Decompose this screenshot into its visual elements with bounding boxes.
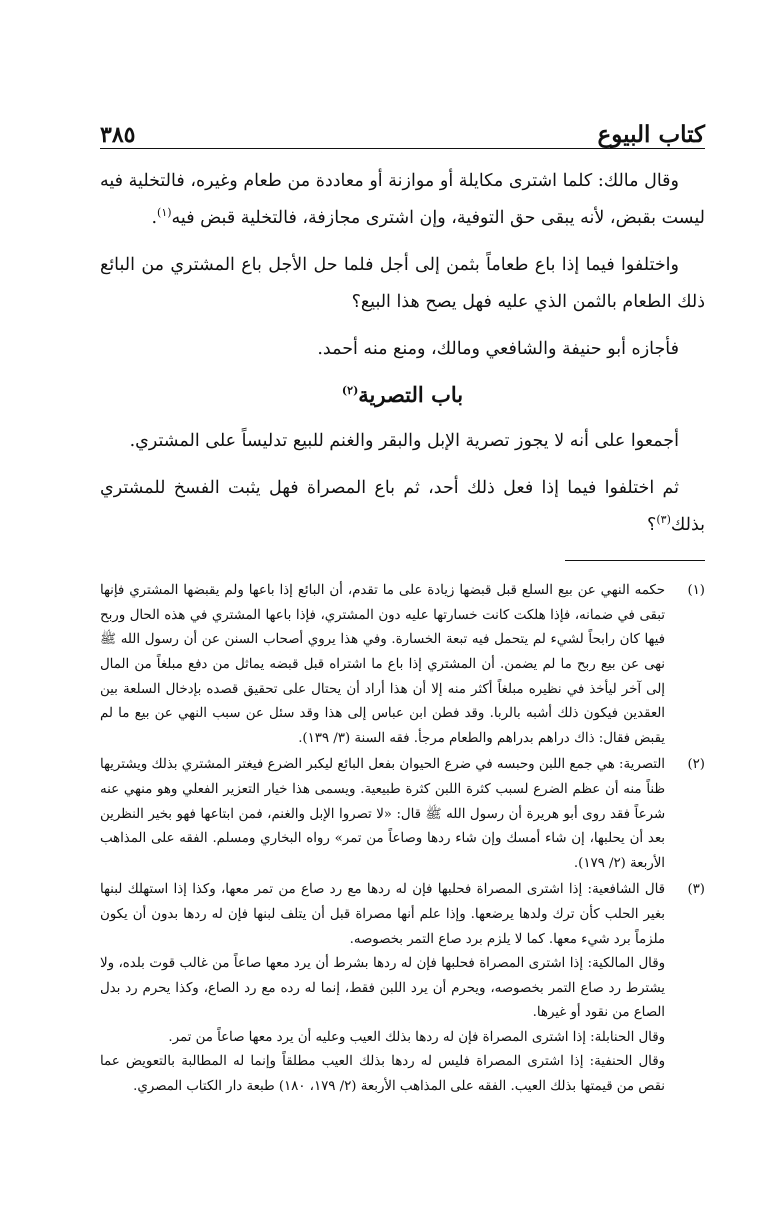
footnote-3 — [100, 878, 705, 1099]
footnote-text: حكمه النهي عن بيع السلع قبل قبضها زيادة على ما تقدم، أن البائع إذا باعها ولم يقبضها المشتري فإنها تبقى في ضمانه، فإذا هلكت كانت خسارتها عليه دون المشتري، فإذا باعها المشتري في هذه الحال وربح فيها كان رابحاً لشيء لم يتحمل فيه تبعة الخسارة. وفي هذا يروي أصحاب السنن عن أن رسول الله ﷺ نهى عن بيع ربح ما لم يضمن. أن المشتري إذا باع ما اشتراه قبل قبضه يماثل من دفع مبلغاً من المال إلى آخر ليأخذ في نظيره مبلغاً أكثر منه إلا أن هذا أراد أن يحتال على تحقيق قصده بإدخال السلعة بين العقدين فيكون ذلك أشبه بالربا. وقد فطن ابن عباس إلى هذا وقد سئل عن سبب النهي عن بيع ما لم يقبض فقال: ذاك دراهم بدراهم والطعام مرجأ. فقه السنة (٣/ ١٣٩). — [100, 583, 665, 746]
footnote-text-hanafi: وقال الحنفية: إذا اشترى المصراة فليس له ردها بذلك العيب مطلقاً وإنما له المطالبة بالتعويض عما نقص من قيمتها بذلك العيب. الفقه على المذاهب الأربعة (٢/ ١٧٩، ١٨٠) طبعة دار الكتاب المصري. — [100, 1054, 665, 1095]
paragraph-disagreement: واختلفوا فيما إذا باع طعاماً بثمن إلى أجل فلما حل الأجل باع المشتري من البائع ذلك الطعام بالثمن الذي عليه فهل يصح هذا البيع؟ — [100, 255, 705, 312]
footnote-number: (١) — [687, 583, 705, 599]
paragraph-question: ثم اختلفوا فيما إذا فعل ذلك أحد، ثم باع المصراة فهل يثبت الفسخ للمشتري بذلك$^{(٣)}$؟ — [100, 478, 705, 535]
footnote-1 — [100, 579, 705, 751]
paragraph-maliki: وقال مالك: كلما اشترى مكايلة أو موازنة أو معاددة من طعام وغيره، فالتخلية فيه ليست بقبض، لأنه يبقى حق التوفية، وإن اشترى مجازفة، فالتخلية قبض فيه$^{(١)}$. — [100, 171, 705, 228]
footnote-text-hanbali: وقال الحنابلة: إذا اشترى المصراة فإن له ردها بذلك العيب وعليه أن يرد معها صاعاً من تمر. — [168, 1029, 665, 1045]
footnote-ref-3[interactable]: (٣) — [656, 513, 671, 527]
footnote-text-shafii: قال الشافعية: إذا اشترى المصراة فحلبها فإن له ردها مع رد صاع من تمر معها، وكذا إذا استهلك لبنها بغير الحلب كأن ترك ولدها يرضعها. وإذا علم أنها مصراة قبل أن يتلف لبنها فإن له ردها بدون أن يكون ملزماً برد شيء معها. كما لا يلزم برد صاع التمر بخصوصه. — [100, 882, 665, 947]
footnote-ref-1[interactable]: (١) — [157, 206, 172, 220]
footnote-ref-2[interactable]: (٢) — [341, 384, 359, 397]
running-header — [100, 112, 705, 149]
footnote-text-maliki: وقال المالكية: إذا اشترى المصراة فحلبها فإن له ردها بشرط أن يرد معها صاعاً من غالب قوت بلده، ولا يشترط رد صاع التمر بخصوصه، ويحرم أن يرد اللبن فقط، إنما له رده مع رد الصاع، وكذا يحرم رد بدل الصاع من نقود أو غيرها. — [100, 956, 665, 1021]
book-title: كتاب البيوع — [597, 121, 705, 148]
paragraph-rulings: فأجازه أبو حنيفة والشافعي ومالك، ومنع منه أحمد. — [317, 339, 679, 359]
footnote-separator — [565, 560, 705, 561]
page-number: ٣٨٥ — [100, 122, 136, 148]
footnote-number: (٣) — [687, 882, 705, 898]
book-page — [100, 112, 705, 1102]
footnote-number: (٢) — [687, 757, 705, 773]
paragraph-consensus: أجمعوا على أنه لا يجوز تصرية الإبل والبقر والغنم للبيع تدليساً على المشتري. — [129, 431, 679, 451]
main-text — [100, 163, 705, 544]
footnote-2 — [100, 753, 705, 876]
footnotes — [100, 579, 705, 1099]
chapter-heading: باب التصرية$^{(٢)}$ — [341, 382, 464, 407]
footnote-text: التصرية: هي جمع اللبن وحبسه في ضرع الحيوان بفعل البائع ليكبر الضرع فيغتر المشتري بذلك ويشتريها ظناً منه أن عظم الضرع لسبب كثرة اللبن كثرة طبيعية. ويسمى هذا خيار التعزير الفعلي وهو منهي عنه شرعاً فقد روى أبو هريرة أن رسول الله ﷺ قال: «لا تصروا الإبل والغنم، فمن ابتاعها فهو بخير النظرين بعد أن يحلبها، إن شاء أمسك وإن شاء ردها وصاعاً من تمر» رواه البخاري ومسلم. الفقه على المذاهب الأربعة (٢/ ١٧٩). — [100, 757, 665, 871]
